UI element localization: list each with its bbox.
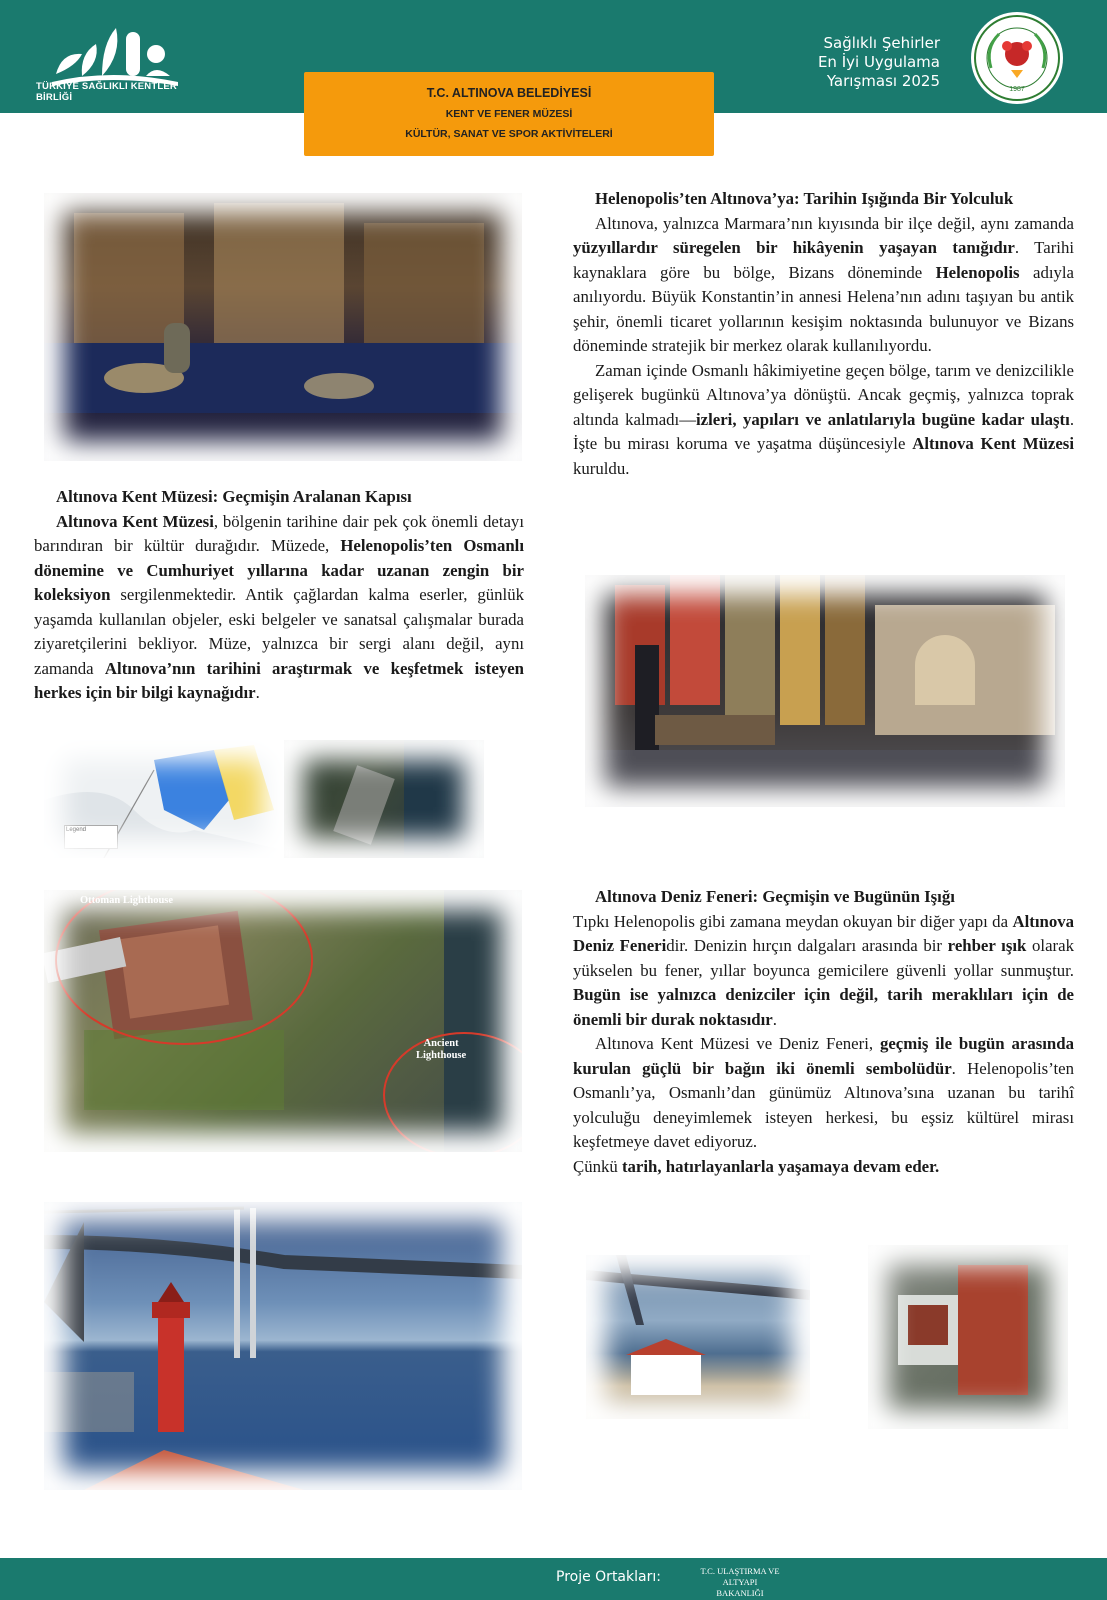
paragraph (573, 212, 1074, 359)
text-span: . Tarihi kaynaklara göre bu bölge, Bizans döneminde (573, 238, 1074, 282)
section-heading: Helenopolis’ten Altınova’ya: Tarihin Işığında Bir Yolculuk (595, 189, 1014, 208)
text-span: Altınova, yalnızca Marmara’nın kıyısında bir ilçe değil, aynı zamanda (595, 213, 1074, 233)
text-span: Çünkü (573, 1156, 622, 1176)
museum-showcase-photo (44, 193, 522, 461)
bridge-building-photo (586, 1255, 810, 1419)
partner-line: BAKANLIĞI (716, 1588, 764, 1598)
paragraph (34, 510, 524, 706)
paragraph (573, 910, 1074, 1033)
section-museum-text (34, 485, 524, 706)
section-heading: Altınova Deniz Feneri: Geçmişin ve Bugünün Işığı (595, 887, 955, 906)
ottoman-lighthouse-label: Ottoman Lighthouse (80, 895, 174, 906)
bold-text: Helenopolis (935, 262, 1020, 282)
bold-text: Altınova’nın tarihini araştırmak ve keşfetmek isteyen herkes için bir bilgi kaynağıdır (34, 658, 524, 702)
competition-line: Sağlıklı Şehirler (823, 34, 940, 52)
text-span: Altınova Kent Müzesi ve Deniz Feneri, (595, 1034, 880, 1053)
banner-title: T.C. ALTINOVA BELEDİYESİ (426, 86, 592, 100)
paragraph (573, 1032, 1074, 1155)
text-span: . İşte bu mirası koruma ve yaşatma düşüncesiyle (573, 409, 1075, 453)
bridge-graphic (586, 1255, 810, 1419)
exhibition-photo (585, 575, 1065, 807)
bold-text: Altınova Kent Müzesi (912, 434, 1074, 453)
highlight-circles (44, 890, 522, 1152)
text-span: . (255, 683, 260, 702)
partners-label: Proje Ortakları: (556, 1569, 661, 1585)
text-span: , bölgenin tarihine dair pek çok önemli detayı barındıran bir kültür durağıdır. Müzede, (34, 511, 524, 555)
text-span: . (772, 1009, 777, 1029)
label-line: Lighthouse (416, 1050, 467, 1061)
competition-line: Yarışması 2025 (826, 72, 940, 90)
section-lighthouse-text (573, 885, 1074, 1179)
org-name: TÜRKİYE SAĞLIKLI KENTLER BİRLİĞİ (36, 81, 177, 103)
region-map-photo (44, 740, 284, 858)
paragraph (573, 359, 1074, 482)
paragraph (573, 1155, 1074, 1180)
bold-text: yüzyıllardır süregelen bir hikâyenin yaşayan tanığıdır (573, 238, 1015, 257)
footer-bar (0, 1558, 1107, 1600)
roof-aerial-photo (868, 1245, 1068, 1429)
bold-text: izleri, yapıları ve anlatılarıyla bugüne kadar ulaştı (696, 409, 1070, 429)
aerial-satellite-photo (284, 740, 484, 858)
bold-text: Altınova Deniz Feneri (573, 911, 1074, 955)
banner-subtitle: KENT VE FENER MÜZESİ (445, 108, 573, 120)
bridge-graphic (44, 1202, 522, 1490)
bold-text: tarih, hatırlayanlarla yaşamaya devam eder. (621, 1156, 940, 1176)
bold-text: Altınova Kent Müzesi (56, 511, 214, 531)
section-heading: Altınova Kent Müzesi: Geçmişin Aralanan Kapısı (56, 487, 412, 506)
ancient-lighthouse-label (416, 1038, 466, 1062)
lighthouse-aerial-photo (44, 890, 522, 1152)
seal-year: 1987 (1009, 86, 1025, 93)
competition-line: En İyi Uygulama (817, 53, 940, 71)
text-span: sergilenmektedir. Antik çağlardan kalma eserler, günlük yaşamda kullanılan objeler, eski belgeler ve sanatsal çalışmalar burada ziyaretçilerini bekliyor. Müze, yalnızca bir sergi alanı değil, aynı zamanda (34, 585, 524, 678)
bold-text: geçmiş ile bugün arasında kurulan güçlü bir bağın iki önemli sembolüdür (573, 1034, 1074, 1078)
partner-name (685, 1566, 795, 1599)
text-span: Zaman içinde Osmanlı hâkimiyetine geçen bölge, tarım ve denizcilikle gelişerek bugünkü Altınova’ya dönüştü. Ancak geçmiş, yalnızca toprak altında kalmadı— (573, 360, 1074, 429)
text-span: . Helenopolis’ten Osmanlı’ya, Osmanlı’dan günümüz Altınova’sına uzanan bu tarihî yolculuğu deneyimlemek isteyen herkesi, bu eşsiz kültürel mirası keşfetmeye davet ediyoruz. (573, 1058, 1074, 1151)
competition-title (770, 34, 940, 91)
text-span: dir. Denizin hırçın dalgaları arasında bir (666, 936, 948, 955)
bridge-lighthouse-photo (44, 1202, 522, 1490)
text-span: olarak yükselen bu fener, yıllar boyunca gemicilere güvenli yollar sunmuştur. (573, 936, 1074, 980)
label-line: Ancient (423, 1038, 459, 1049)
bold-text: Bugün ise yalnızca denizciler için değil, tarih meraklıları için de önemli bir durak noktasıdır (573, 985, 1074, 1029)
text-span: kuruldu. (573, 458, 630, 478)
map-legend: Legend (64, 825, 118, 849)
municipality-seal (971, 12, 1063, 104)
banner-subtitle-2: KÜLTÜR, SANAT VE SPOR AKTİVİTELERİ (405, 128, 613, 140)
map-graphic (44, 740, 284, 858)
title-banner (304, 72, 714, 156)
bold-text: rehber ışık (947, 936, 1027, 955)
section-history-text (573, 187, 1074, 481)
text-span: adıyla anılıyordu. Büyük Konstantin’in annesi Helena’nın adını taşıyan bu antik şehir, önemli ticaret yollarının kesişim noktasında bulunuyor ve Bizans döneminde stratejik bir merkez olarak kullanılıyordu. (573, 262, 1074, 355)
partner-line: T.C. ULAŞTIRMA VE ALTYAPI (700, 1566, 780, 1587)
bold-text: Helenopolis’ten Osmanlı dönemine ve Cumhuriyet yıllarına kadar uzanan zengin bir koleksiyon (34, 536, 524, 604)
text-span: Tıpkı Helenopolis gibi zamana meydan okuyan bir diğer yapı da (573, 911, 1013, 931)
